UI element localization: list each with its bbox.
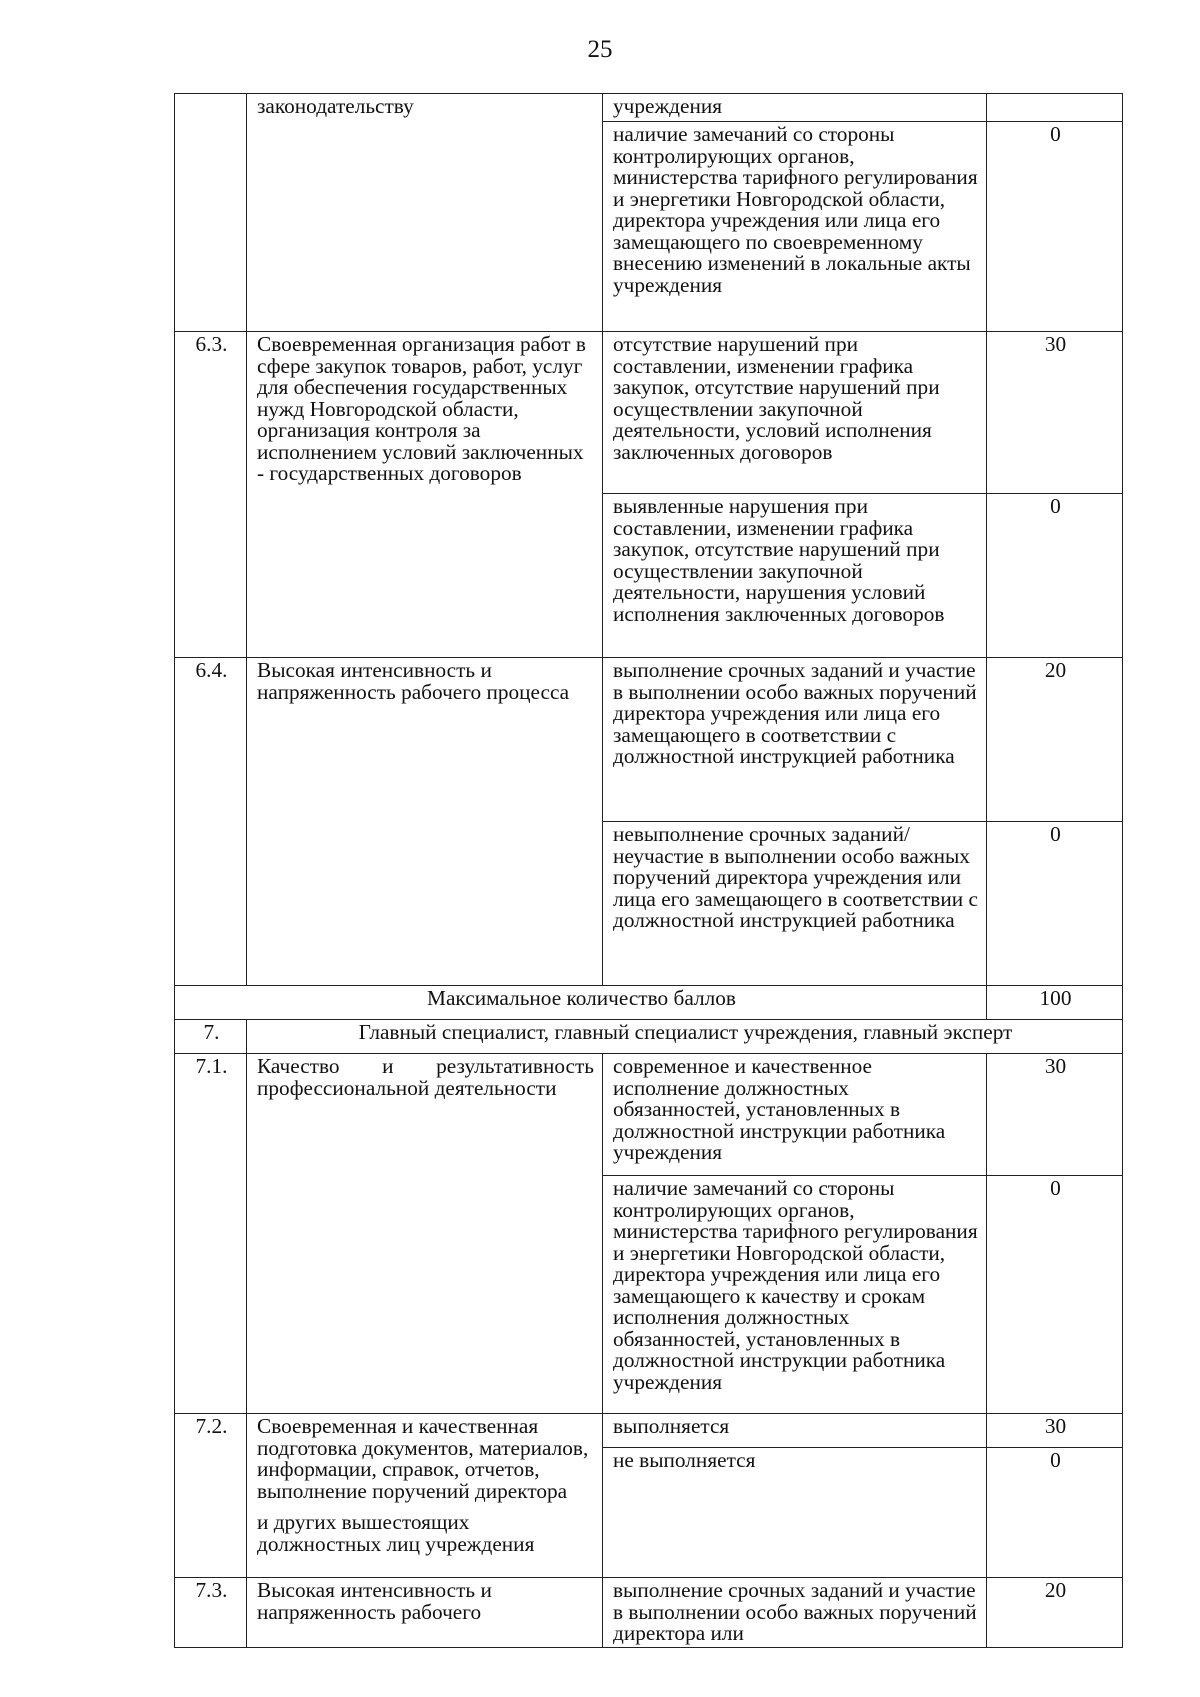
indicator-text: выполнение срочных заданий и участие в выполнении особо важных поручений директора или — [603, 1578, 987, 1648]
table-row — [175, 1578, 1123, 1648]
criterion-name — [247, 1414, 603, 1578]
criteria-table — [174, 93, 1123, 1648]
table-row — [175, 1414, 1123, 1448]
points-cell: 0 — [987, 494, 1123, 658]
max-score-label: Максимальное количество баллов — [175, 986, 987, 1020]
indicator-text: выполнение срочных заданий и участие в выполнении особо важных поручений директора учреждения или лица его замещающего в соответствии с должностной инструкцией работника — [603, 658, 987, 822]
points-cell: 0 — [987, 1448, 1123, 1578]
criterion-name: Высокая интенсивность и напряженность рабочего процесса — [247, 658, 603, 986]
table-row — [175, 1054, 1123, 1176]
number-cell: 7.3. — [175, 1578, 247, 1648]
criterion-name: Качество и результативность профессиональной деятельности — [247, 1054, 603, 1414]
points-cell: 20 — [987, 658, 1123, 822]
section-title: Главный специалист, главный специалист учреждения, главный эксперт — [247, 1020, 1123, 1054]
indicator-text: невыполнение срочных заданий/ неучастие в выполнении особо важных поручений директора учреждения или лица его замещающего в соответствии с должностной инструкцией работника — [603, 822, 987, 986]
indicator-text: учреждения — [603, 94, 987, 122]
page-number: 25 — [587, 36, 613, 63]
points-cell: 0 — [987, 1176, 1123, 1414]
points-cell: 30 — [987, 1414, 1123, 1448]
criterion-name: Своевременная организация работ в сфере закупок товаров, работ, услуг для обеспечения государственных нужд Новгородской области, организация контроля за исполнением условий заключенных - государственных договоров — [247, 332, 603, 658]
indicator-text: современное и качественное исполнение должностных обязанностей, установленных в должностной инструкции работника учреждения — [603, 1054, 987, 1176]
points-cell: 30 — [987, 1054, 1123, 1176]
points-cell: 20 — [987, 1578, 1123, 1648]
points-cell: 0 — [987, 822, 1123, 986]
table-row — [175, 94, 1123, 122]
points-cell: 0 — [987, 122, 1123, 332]
indicator-text: выявленные нарушения при составлении, изменении графика закупок, отсутствие нарушений при осуществлении закупочной деятельности, нарушения условий исполнения заключенных договоров — [603, 494, 987, 658]
criterion-name: законодательству — [247, 94, 603, 332]
number-cell — [175, 94, 247, 332]
max-score-value: 100 — [987, 986, 1123, 1020]
table-row — [175, 332, 1123, 494]
number-cell: 6.4. — [175, 658, 247, 986]
criterion-name-part: Своевременная и качественная подготовка документов, материалов, информации, справок, отчетов, выполнение поручений директора — [257, 1414, 589, 1503]
indicator-text: выполняется — [603, 1414, 987, 1448]
number-cell: 6.3. — [175, 332, 247, 658]
table-row — [175, 986, 1123, 1020]
points-cell — [987, 94, 1123, 122]
points-cell: 30 — [987, 332, 1123, 494]
indicator-text: наличие замечаний со стороны контролирующих органов, министерства тарифного регулирования и энергетики Новгородской области, директора учреждения или лица его замещающего к качеству и срокам исполнения должностных обязанностей, установленных в должностной инструкции работника учреждения — [603, 1176, 987, 1414]
table-row — [175, 658, 1123, 822]
criterion-name: Высокая интенсивность и напряженность рабочего — [247, 1578, 603, 1648]
indicator-text: наличие замечаний со стороны контролирующих органов, министерства тарифного регулирования и энергетики Новгородской области, директора учреждения или лица его замещающего по своевременному внесению изменений в локальные акты учреждения — [603, 122, 987, 332]
number-cell: 7.2. — [175, 1414, 247, 1578]
section-number: 7. — [175, 1020, 247, 1054]
indicator-text: отсутствие нарушений при составлении, изменении графика закупок, отсутствие нарушений при осуществлении закупочной деятельности, условий исполнения заключенных договоров — [603, 332, 987, 494]
number-cell: 7.1. — [175, 1054, 247, 1414]
indicator-text: не выполняется — [603, 1448, 987, 1578]
criterion-name-part: и других вышестоящих должностных лиц учреждения — [257, 1510, 535, 1556]
table-row — [175, 1020, 1123, 1054]
